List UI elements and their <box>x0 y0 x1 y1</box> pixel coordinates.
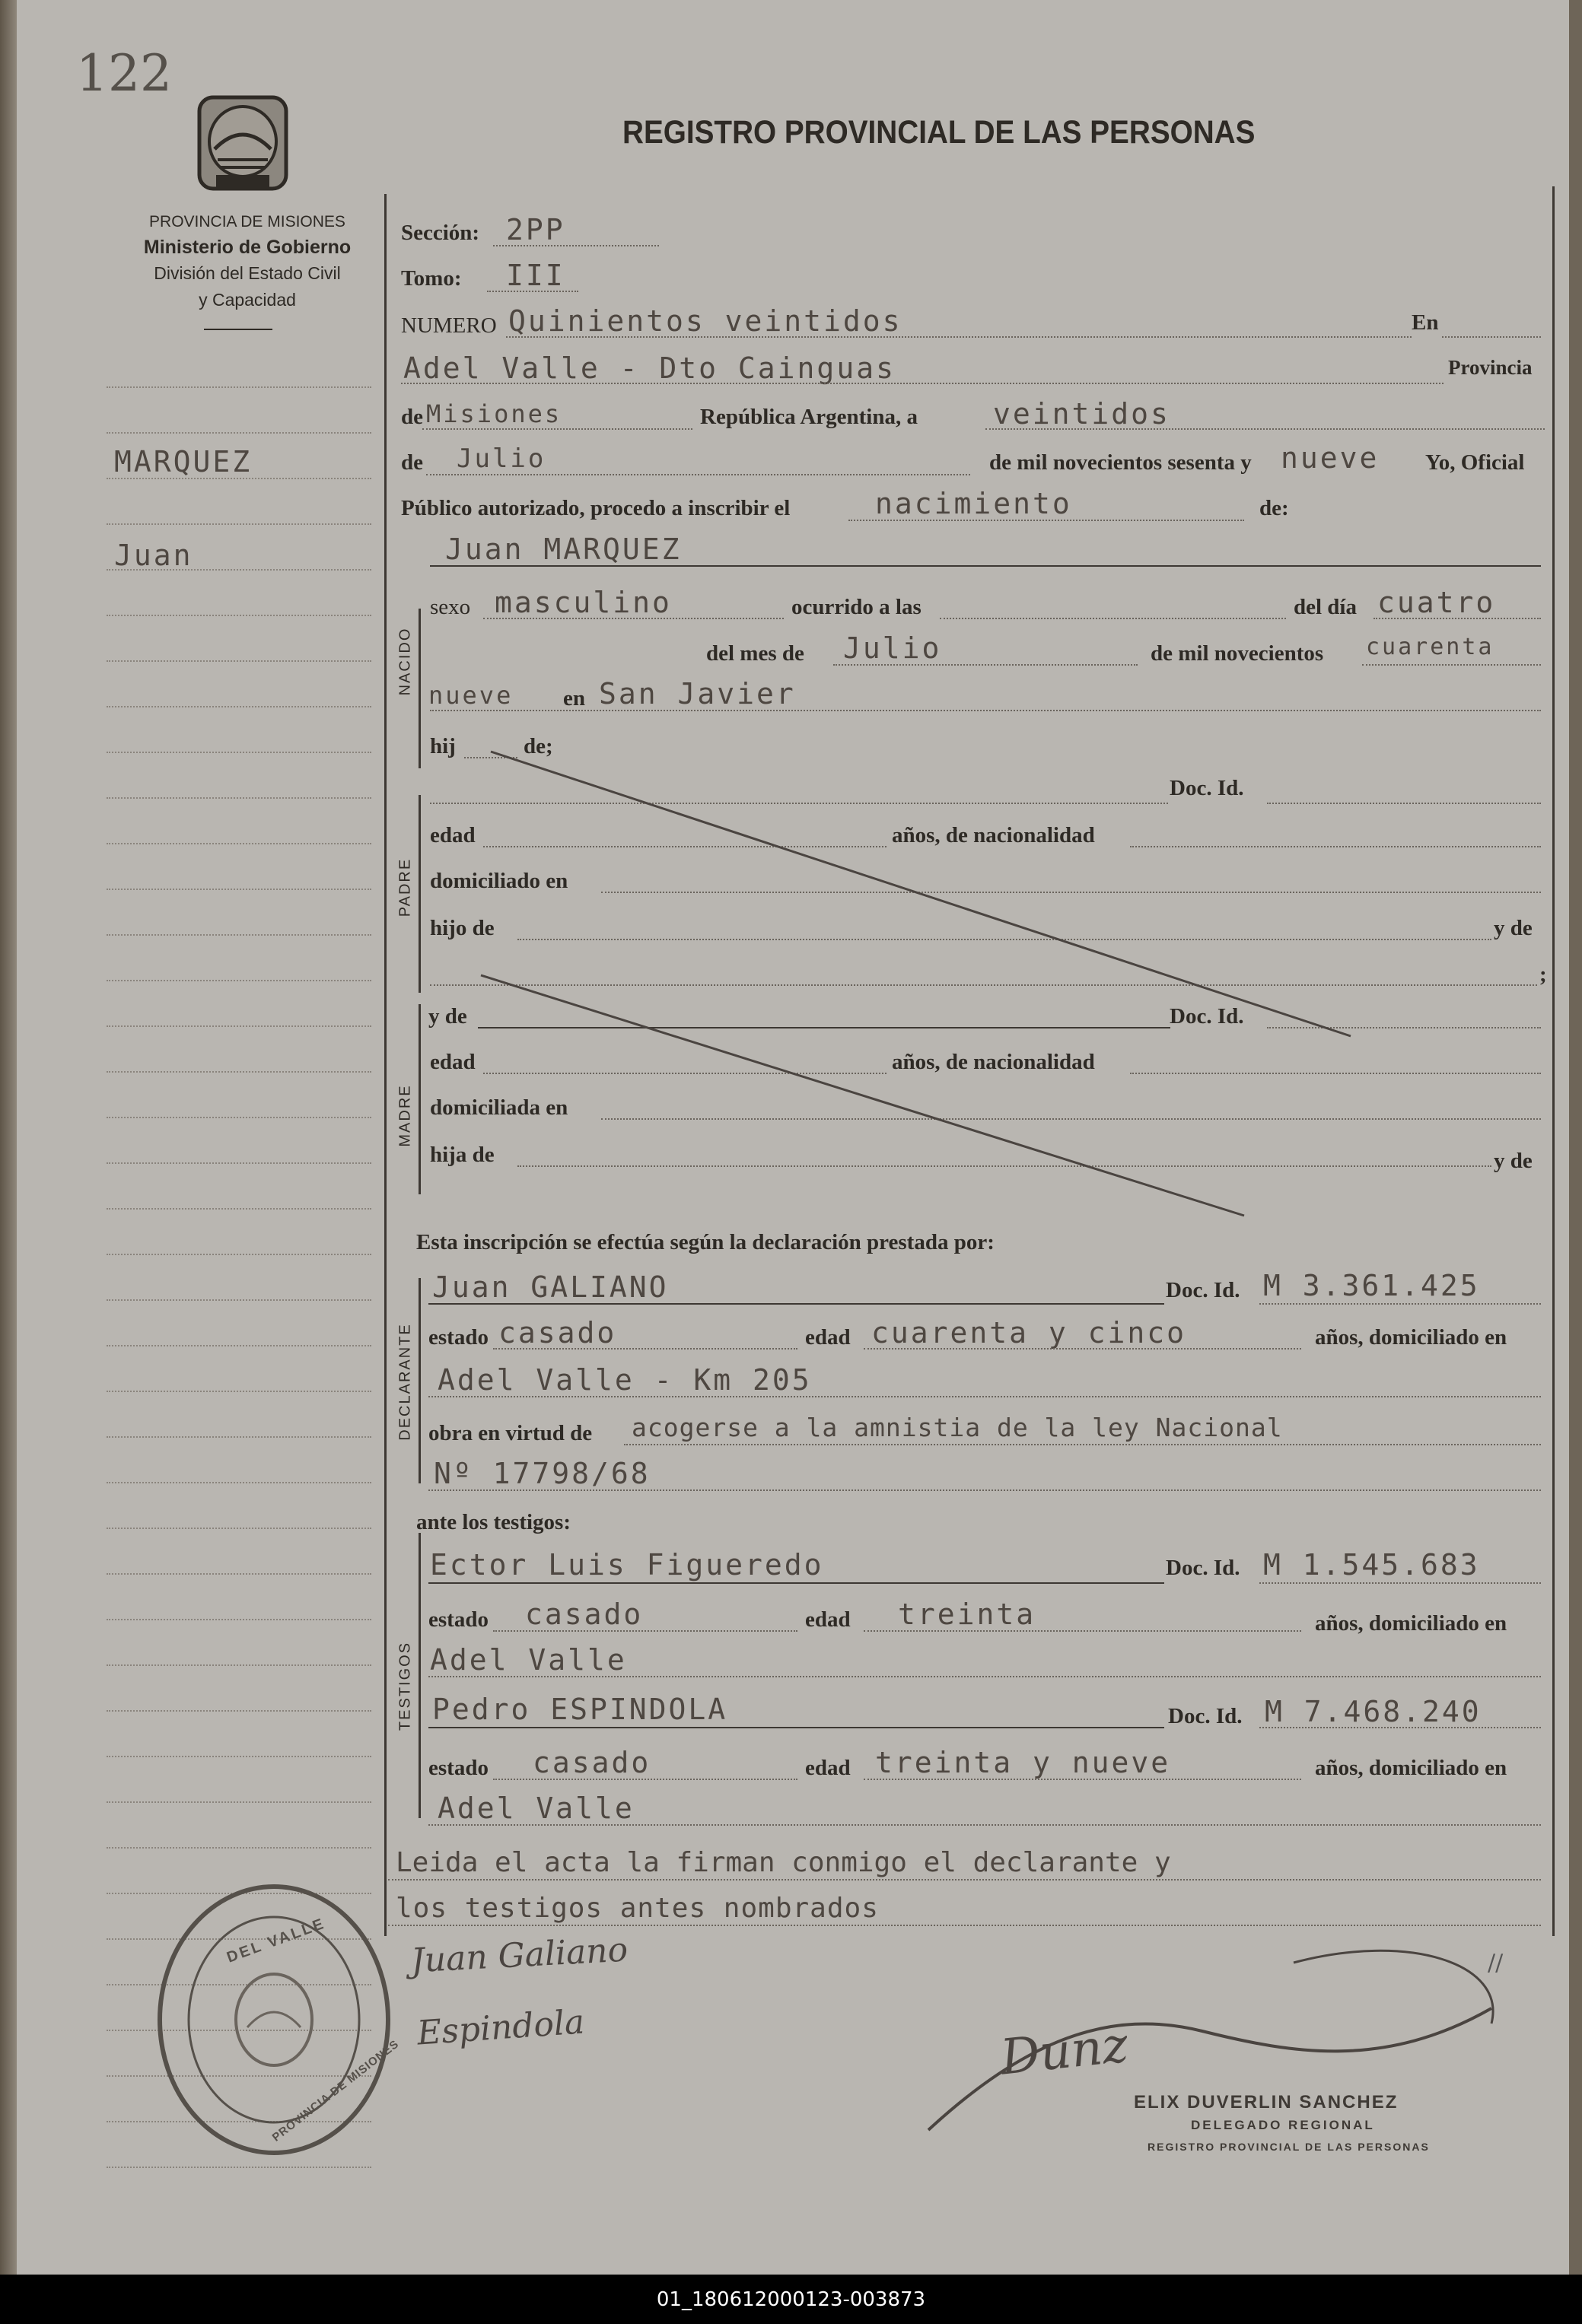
de-label-2: de <box>401 450 423 475</box>
declarante-estado-label: estado <box>428 1325 489 1350</box>
padre-yde-label: y de <box>1494 916 1533 940</box>
declarante-nombre: Juan GALIANO <box>432 1270 669 1304</box>
side-label-declarante: DECLARANTE <box>396 1323 414 1441</box>
testigo1-estado: casado <box>525 1598 644 1631</box>
madre-hija-label: hija de <box>430 1143 495 1167</box>
yo-label: Yo, Oficial <box>1425 450 1525 475</box>
testigo1-domicilio-line <box>428 1676 1541 1677</box>
org-line-division: División del Estado Civil <box>154 263 341 283</box>
padre-domicilio-label: domiciliado en <box>430 869 568 893</box>
seal-text: DEL VALLE <box>224 1915 328 1966</box>
testigo1-domicilio: Adel Valle <box>430 1643 627 1677</box>
testigo2-nombre-line <box>428 1727 1164 1728</box>
testigo2-doc-line <box>1259 1727 1541 1728</box>
padre-edad-label: edad <box>430 823 476 847</box>
declarante-edad: cuarenta y cinco <box>871 1316 1187 1350</box>
closing-line-2: los testigos antes nombrados <box>396 1893 879 1924</box>
signature-official: Dunz <box>998 2017 1131 2087</box>
testigo2-doc-label: Doc. Id. <box>1168 1704 1243 1728</box>
declarante-estado-line <box>493 1348 797 1350</box>
hij-label: hij <box>430 734 456 758</box>
testigo1-edad-label: edad <box>805 1607 851 1632</box>
testigo1-edad: treinta <box>898 1598 1036 1631</box>
ley-line <box>428 1489 1541 1491</box>
ley-value: Nº 17798/68 <box>434 1457 651 1490</box>
declarante-edad-line <box>864 1348 1301 1350</box>
testigo2-edad: treinta y nueve <box>875 1746 1171 1779</box>
declarante-domicilio: Adel Valle - Km 205 <box>438 1363 812 1397</box>
obra-value: acogerse a la amnistia de la ley Nacional <box>632 1413 1283 1442</box>
testigo1-doc-line <box>1259 1582 1541 1584</box>
testigo1-estado-label: estado <box>428 1607 489 1632</box>
declarante-doc: M 3.361.425 <box>1263 1269 1480 1302</box>
testigo2-domicilio: Adel Valle <box>438 1791 635 1825</box>
footer-file-id: 01_180612000123-003873 <box>656 2288 926 2311</box>
testigo2-edad-label: edad <box>805 1756 851 1780</box>
page-number: 122 <box>76 44 172 103</box>
closing-line-1: Leida el acta la firman conmigo el declarante y <box>396 1847 1171 1878</box>
declarante-doc-label: Doc. Id. <box>1166 1278 1240 1302</box>
org-line-ministry: Ministerio de Gobierno <box>143 237 352 258</box>
acto-value: nacimiento <box>875 487 1072 520</box>
official-seal <box>152 1875 403 2164</box>
margin-double-slash: // <box>1488 1950 1504 1976</box>
padre-nacionalidad-label: años, de nacionalidad <box>892 823 1095 847</box>
numero-value: Quinientos veintidos <box>508 304 902 338</box>
sexo-value: masculino <box>495 586 672 619</box>
declarante-edad-label: edad <box>805 1325 851 1350</box>
testigo2-domicilio-line <box>428 1824 1541 1826</box>
testigo1-estado-line <box>493 1630 797 1632</box>
en-label: En <box>1412 310 1439 335</box>
madre-edad-label: edad <box>430 1050 476 1074</box>
madre-domicilio-label: domiciliada en <box>430 1095 568 1120</box>
testigo1-doc-label: Doc. Id. <box>1166 1556 1240 1580</box>
padre-hijo-label: hijo de <box>430 916 495 940</box>
nombre-value: Juan MARQUEZ <box>445 533 682 566</box>
declarante-nombre-line <box>428 1303 1164 1305</box>
madre-yde-label: y de <box>428 1004 467 1028</box>
declarante-domicilio-line <box>428 1396 1541 1397</box>
republica-label: República Argentina, a <box>700 405 918 429</box>
declarante-estado: casado <box>498 1316 617 1350</box>
org-line-capacidad: y Capacidad <box>199 290 296 310</box>
obra-label: obra en virtud de <box>428 1421 593 1445</box>
testigo2-estado-label: estado <box>428 1756 489 1780</box>
de-colon-label: de: <box>1259 496 1289 520</box>
stamp-name: ELIX DUVERLIN SANCHEZ <box>1134 2092 1399 2113</box>
declaracion-intro: Esta inscripción se efectúa según la declaración prestada por: <box>416 1230 995 1254</box>
anio-value-1: cuarenta <box>1366 634 1494 660</box>
seccion-label: Sección: <box>401 221 480 245</box>
testigo1-domicilio-label: años, domiciliado en <box>1315 1611 1507 1636</box>
provincia-label: Provincia <box>1448 356 1533 379</box>
stamp-org: REGISTRO PROVINCIAL DE LAS PERSONAS <box>1148 2141 1430 2153</box>
publico-label: Público autorizado, procedo a inscribir el <box>401 496 791 520</box>
tomo-value: III <box>506 259 565 292</box>
sexo-label: sexo <box>430 595 471 619</box>
tomo-label: Tomo: <box>401 266 462 291</box>
lugar-value: San Javier <box>599 677 796 711</box>
hij-de-label: de; <box>524 734 553 758</box>
stamp-title: DELEGADO REGIONAL <box>1191 2118 1375 2132</box>
closing-line-1-rule <box>388 1879 1541 1881</box>
declarante-domicilio-label: años, domiciliado en <box>1315 1325 1507 1350</box>
testigo2-estado: casado <box>533 1746 651 1779</box>
declarante-doc-line <box>1259 1303 1541 1305</box>
org-line-province: PROVINCIA DE MISIONES <box>149 213 345 230</box>
del-dia-label: del día <box>1294 595 1357 619</box>
numero-label: NUMERO <box>401 313 497 338</box>
mes-value: Julio <box>843 631 942 665</box>
testigo2-doc: M 7.468.240 <box>1265 1695 1482 1728</box>
testigo1-nombre: Ector Luis Figueredo <box>430 1548 824 1582</box>
margin-given-name: Juan <box>114 539 193 572</box>
testigo2-edad-line <box>864 1779 1301 1780</box>
side-label-nacido: NACIDO <box>396 627 414 696</box>
margin-surname: MARQUEZ <box>114 445 253 478</box>
del-mes-label: del mes de <box>706 641 804 666</box>
dia-value: cuatro <box>1377 586 1496 619</box>
padre-semicolon: ; <box>1539 962 1547 987</box>
page-title: REGISTRO PROVINCIAL DE LAS PERSONAS <box>622 114 1256 151</box>
testigo1-nombre-line <box>428 1582 1164 1584</box>
obra-line <box>624 1444 1541 1445</box>
day-value: veintidos <box>993 397 1170 431</box>
seal-text-2: PROVINCIA DE MISIONES <box>269 2037 402 2144</box>
side-label-testigos: TESTIGOS <box>396 1641 414 1731</box>
testigo2-domicilio-label: años, domiciliado en <box>1315 1756 1507 1780</box>
seccion-value: 2PP <box>506 213 565 246</box>
testigo2-nombre: Pedro ESPINDOLA <box>432 1693 728 1726</box>
de-label: de <box>401 405 423 429</box>
year-value: nueve <box>1281 441 1380 475</box>
provincia-value: Misiones <box>426 399 562 428</box>
side-label-padre: PADRE <box>396 857 414 917</box>
testigo2-estado-line <box>493 1779 797 1780</box>
nacido-doc-label: Doc. Id. <box>1170 776 1244 800</box>
testigos-intro: ante los testigos: <box>416 1510 571 1534</box>
testigo1-doc: M 1.545.683 <box>1263 1548 1480 1582</box>
month-value: Julio <box>457 443 546 474</box>
ocurrido-label: ocurrido a las <box>791 595 922 619</box>
locality-value: Adel Valle - Dto Cainguas <box>403 351 896 385</box>
madre-yde2-label: y de <box>1494 1149 1533 1173</box>
nacido-mil-label: de mil novecientos <box>1151 641 1324 666</box>
anio-value-2: nueve <box>428 681 514 710</box>
testigo1-edad-line <box>864 1630 1301 1632</box>
nacido-en-label: en <box>563 686 585 711</box>
madre-nacionalidad-label: años, de nacionalidad <box>892 1050 1095 1074</box>
signature-declarante: Juan Galiano <box>409 1930 629 1981</box>
madre-doc-label: Doc. Id. <box>1170 1004 1244 1028</box>
signature-testigo: Espindola <box>415 2002 586 2053</box>
side-label-madre: MADRE <box>396 1084 414 1147</box>
mil-label: de mil novecientos sesenta y <box>989 450 1252 475</box>
